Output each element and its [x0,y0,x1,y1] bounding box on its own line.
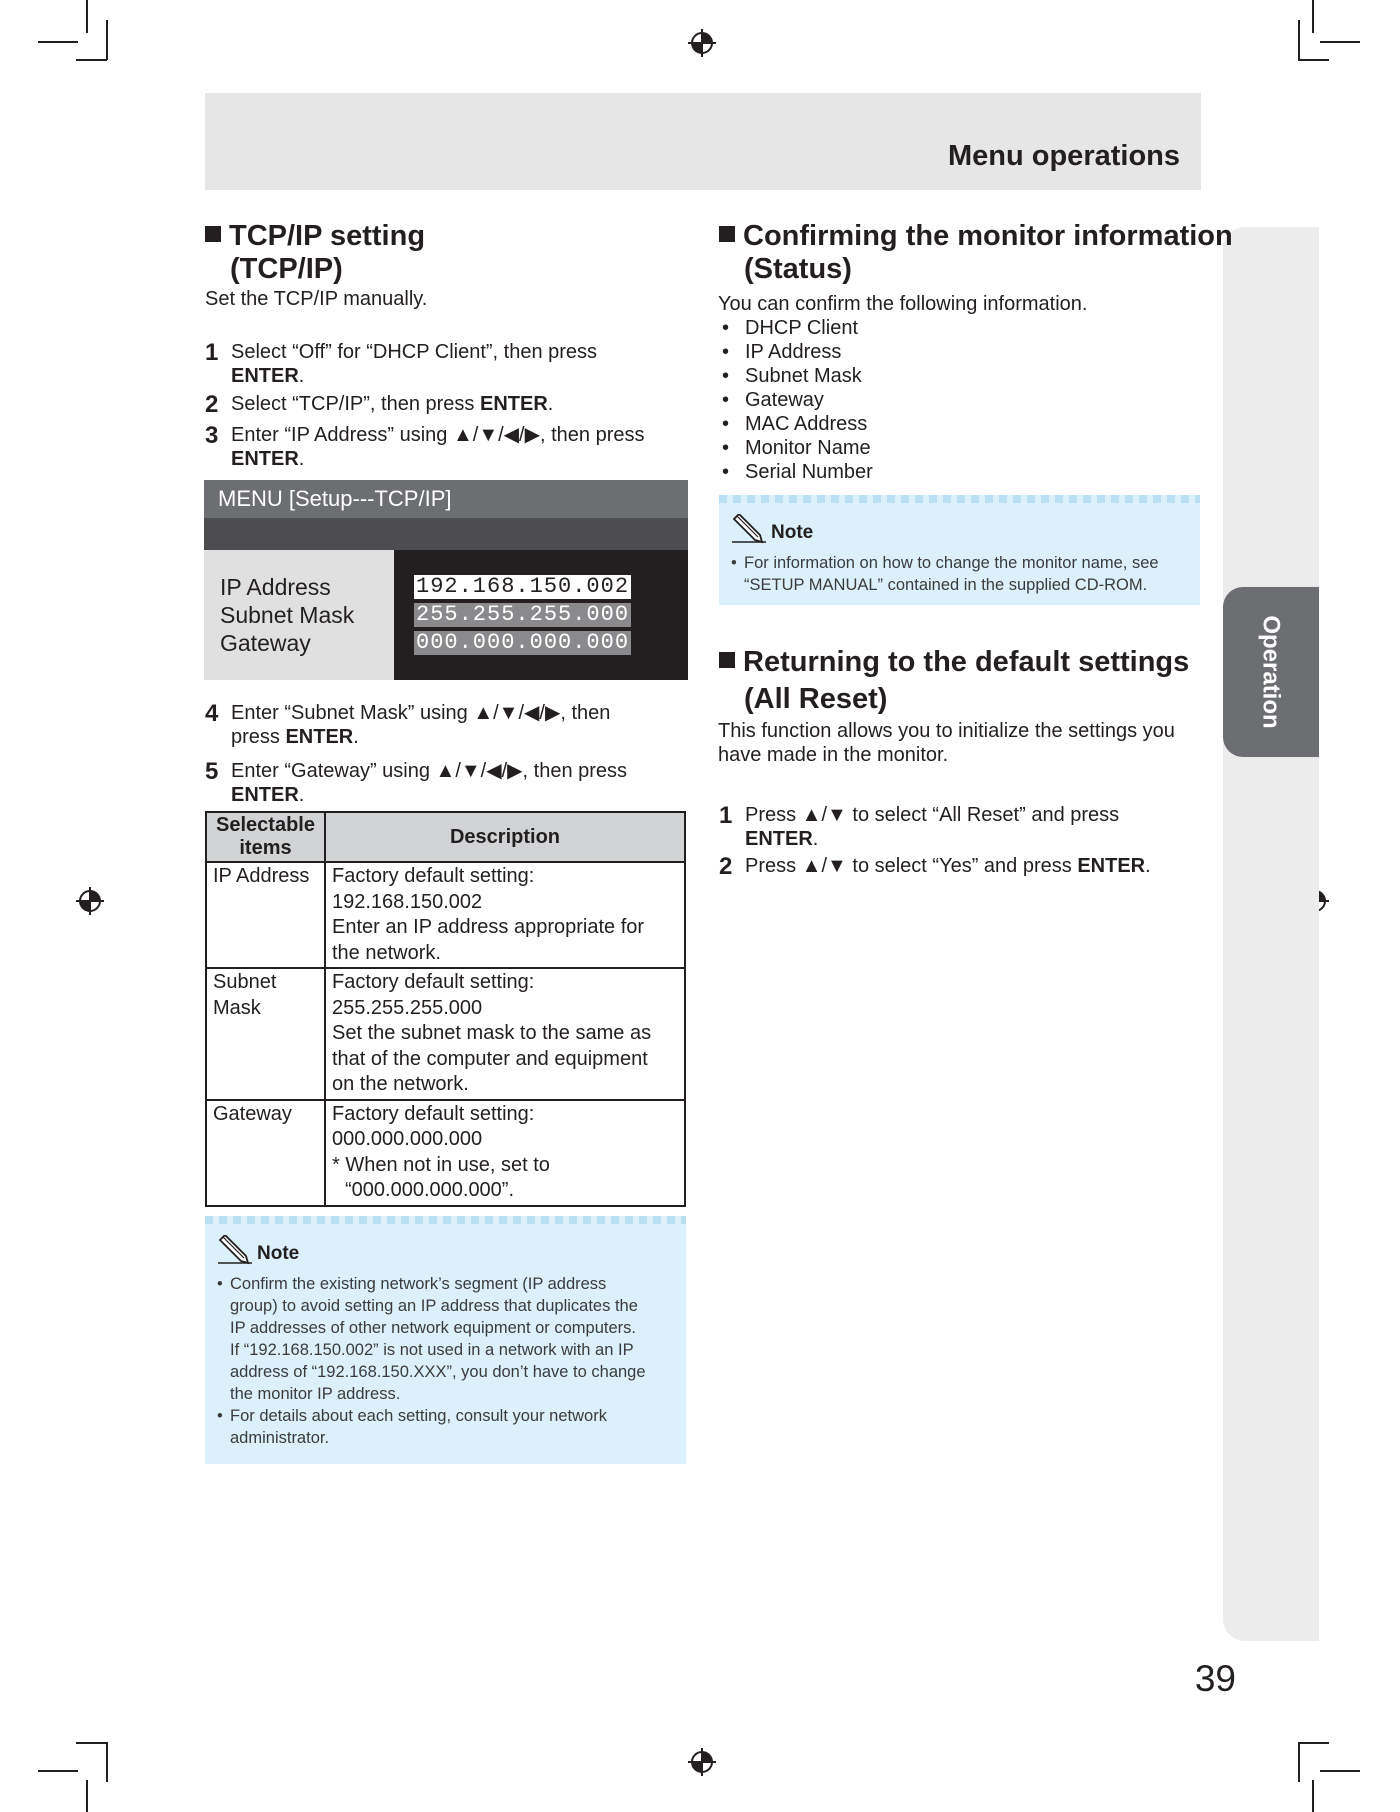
tcpip-step-1: 1 Select “Off” for “DHCP Client”, then press ENTER. [205,339,598,387]
pencil-icon [217,1235,253,1265]
note-item: • For details about each setting, consult your network administrator. [217,1405,683,1449]
status-heading: Confirming the monitor information (Status) [719,220,1233,286]
reset-step-1: 1 Press ▲/▼ to select “All Reset” and press ENTER. [719,802,1120,850]
note-list [217,1273,683,1449]
crop-mark [1320,41,1360,43]
registration-mark-icon [688,1748,716,1776]
crop-mark [86,0,88,33]
square-bullet-icon [719,226,735,242]
crop-mark [1320,1770,1360,1772]
crop-mark [1298,1742,1300,1782]
note-dashes [719,495,1200,503]
list-item: • IP Address [719,340,873,364]
side-tab-label: Operation [1258,615,1285,729]
menu-label-ip-address: IP Address [220,574,331,600]
crop-mark [1312,0,1314,33]
crop-mark [1298,1742,1329,1744]
table-cell-description: Factory default setting: 255.255.255.000 Set the subnet mask to the same as that of the computer and equipment on the network. [325,968,685,1100]
tcpip-intro: Set the TCP/IP manually. [205,288,428,310]
status-info-list [719,316,873,484]
reset-intro: This function allows you to initialize the settings you have made in the monitor. [718,720,1175,766]
crop-mark [38,1770,78,1772]
table-row [206,1100,685,1206]
page-header-title: Menu operations [947,140,1180,172]
crop-mark [76,59,107,61]
crop-mark [38,41,78,43]
status-note-box [719,495,1200,605]
crop-mark [106,1742,108,1782]
tcpip-note-box [205,1216,686,1464]
list-item: • Gateway [719,388,873,412]
table-cell-description: Factory default setting: 000.000.000.000 * When not in use, set to “000.000.000.000”. [325,1100,685,1206]
reset-step-2: 2 Press ▲/▼ to select “Yes” and press ENTER. [719,853,1151,880]
crop-mark [1298,20,1300,60]
menu-value-gateway[interactable]: 000.000.000.000 [416,630,630,655]
menu-label-subnet-mask: Subnet Mask [220,602,355,628]
table-header-row [206,812,685,862]
status-intro: You can confirm the following information. [718,293,1088,315]
square-bullet-icon [719,652,735,668]
table-cell-description: Factory default setting: 192.168.150.002 Enter an IP address appropriate for the network. [325,862,685,968]
side-tab-label-wrap [1223,587,1319,757]
table-cell-item: IP Address [206,862,325,968]
crop-mark [1312,1780,1314,1812]
table-row [206,862,685,968]
note-label: Note [257,1243,300,1264]
crop-mark [86,1780,88,1812]
settings-table [205,811,686,1207]
table-row [206,968,685,1100]
menu-screen-bar [204,518,688,550]
tcpip-step-2: 2 Select “TCP/IP”, then press ENTER. [205,391,554,418]
list-item: • Monitor Name [719,436,873,460]
note-label: Note [771,522,814,543]
tcpip-step-3: 3 Enter “IP Address” using ▲/▼/◀/▶, then press ENTER. [205,422,645,470]
pencil-icon [731,514,767,544]
list-item: • MAC Address [719,412,873,436]
menu-value-subnet-mask[interactable]: 255.255.255.000 [416,602,630,627]
list-item: • DHCP Client [719,316,873,340]
menu-screen-title: MENU [Setup---TCP/IP] [204,480,688,518]
table-header-description: Description [325,812,685,862]
menu-label-gateway: Gateway [220,630,311,656]
side-strip [1223,227,1319,1641]
note-list [731,552,1197,596]
tcpip-heading: TCP/IP setting (TCP/IP) [205,220,425,286]
registration-mark-icon [76,887,104,915]
note-dashes [205,1216,686,1224]
page-number: 39 [1194,1658,1236,1699]
reset-heading: Returning to the default settings (All Reset) [719,644,1189,718]
crop-mark [106,20,108,60]
menu-value-ip-address[interactable]: 192.168.150.002 [416,574,630,599]
note-item: • For information on how to change the monitor name, see “SETUP MANUAL” contained in the supplied CD-ROM. [731,552,1197,596]
tcpip-step-4: 4 Enter “Subnet Mask” using ▲/▼/◀/▶, then press ENTER. [205,700,611,748]
note-item: • Confirm the existing network’s segment (IP address group) to avoid setting an IP address that duplicates the IP addresses of other network equipment or computers. If “192.168.150.002” is not used in a network with an IP address of “192.168.150.XXX”, you don’t have to change the monitor IP address. [217,1273,683,1405]
registration-mark-icon [688,29,716,57]
list-item: • Serial Number [719,460,873,484]
tcpip-step-5: 5 Enter “Gateway” using ▲/▼/◀/▶, then press ENTER. [205,758,628,806]
table-cell-item: Subnet Mask [206,968,325,1100]
crop-mark [76,1742,107,1744]
list-item: • Subnet Mask [719,364,873,388]
crop-mark [1298,59,1329,61]
table-header-items: Selectable items [206,812,325,862]
square-bullet-icon [205,226,221,242]
table-cell-item: Gateway [206,1100,325,1206]
